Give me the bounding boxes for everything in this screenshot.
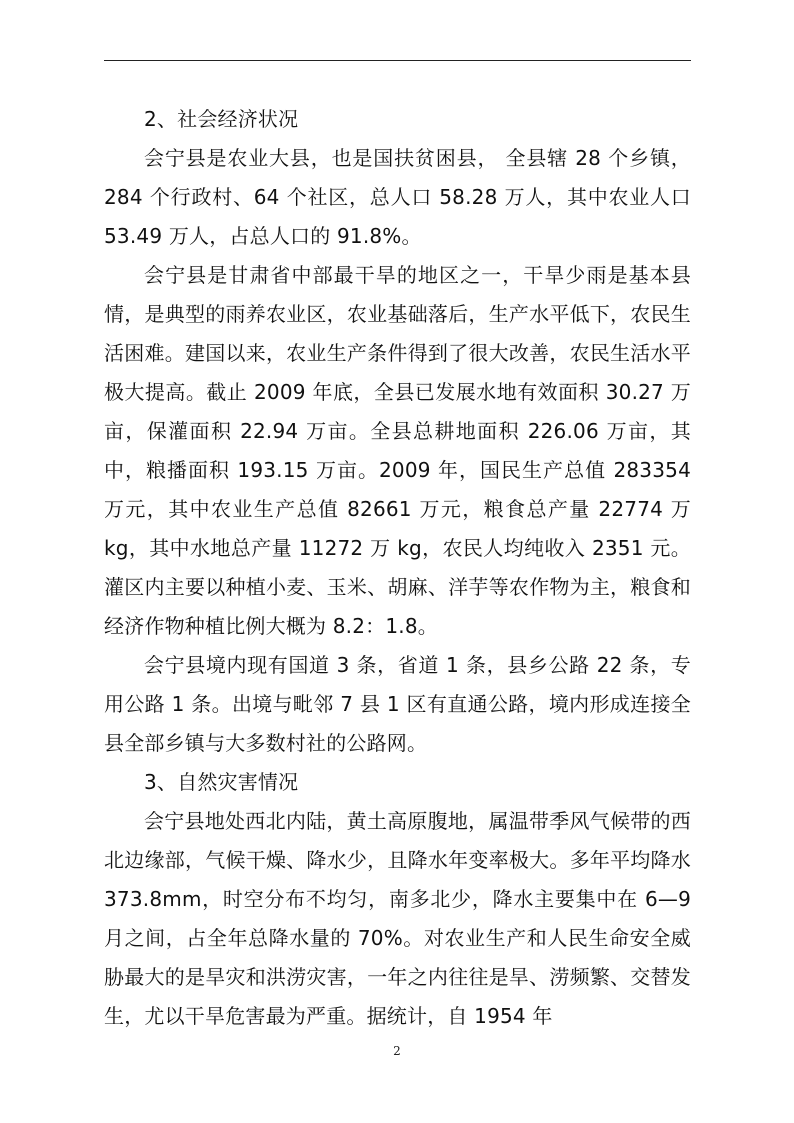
section-heading-social-economy: 2、社会经济状况: [144, 107, 299, 131]
header-rule: [104, 60, 691, 61]
paragraph-agriculture: 会宁县是甘肃省中部最干旱的地区之一，干旱少雨是基本县情，是典型的雨养农业区，农业基础落后，生产水平低下，农民生活困难。建国以来，农业生产条件得到了很大改善，农民生活水平极大提高。截止 2009 年底，全县已发展水地有效面积 30.27 万亩，保灌面积 22.94 万亩。全县总耕地面积 226.06 万亩，其中，粮播面积 193.15 万亩。2009 年，国民生产总值 283354 万元，其中农业生产总值 82661 万元，粮食总产量 22774 万 kg，其中水地总产量 11272 万 kg，农民人均纯收入 2351 元。灌区内主要以种植小麦、玉米、胡麻、洋芋等农作物为主，粮食和经济作物种植比例大概为 8.2：1.8。: [104, 263, 691, 638]
section-heading-natural-disasters: 3、自然灾害情况: [144, 770, 299, 794]
paragraph-population: 会宁县是农业大县，也是国扶贫困县， 全县辖 28 个乡镇，284 个行政村、64 个社区，总人口 58.28 万人，其中农业人口 53.49 万人，占总人口的 91.8%。: [104, 146, 691, 248]
document-body: [104, 100, 691, 1036]
page-number: 2: [393, 1044, 401, 1058]
paragraph-climate: 会宁县地处西北内陆，黄土高原腹地，属温带季风气候带的西北边缘部，气候干燥、降水少，且降水年变率极大。多年平均降水 373.8mm，时空分布不均匀，南多北少，降水主要集中在 6—9 月之间，占全年总降水量的 70%。对农业生产和人民生命安全威胁最大的是旱灾和洪涝灾害，一年之内往往是旱、涝频繁、交替发生，尤以干旱危害最为严重。据统计，自 1954 年: [104, 809, 691, 1028]
paragraph-roads: 会宁县境内现有国道 3 条，省道 1 条，县乡公路 22 条，专用公路 1 条。出境与毗邻 7 县 1 区有直通公路，境内形成连接全县全部乡镇与大多数村社的公路网。: [104, 653, 691, 755]
